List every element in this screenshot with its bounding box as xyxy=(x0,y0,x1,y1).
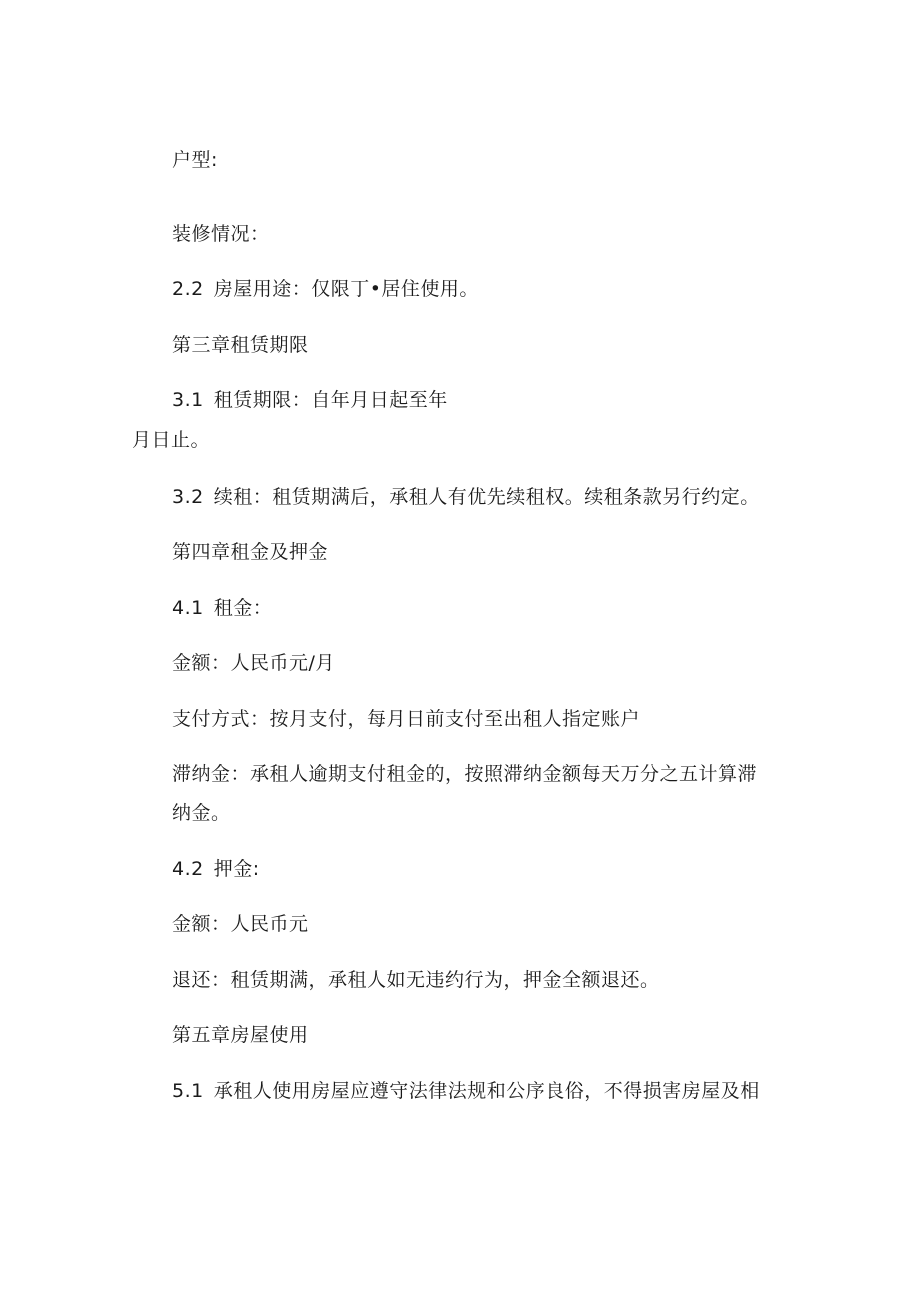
line-text: 租金： xyxy=(213,597,273,619)
late-fee-line-continued xyxy=(172,801,231,825)
chapter-3-heading xyxy=(172,333,309,357)
chapter-4-heading xyxy=(172,540,328,564)
line-text: 支付方式：按月支付，每月日前支付至出租人指定账户 xyxy=(172,708,641,730)
clause-3-1-continued xyxy=(132,428,210,452)
line-text: 户型: xyxy=(172,149,218,171)
line-text: 装修情况： xyxy=(172,223,270,245)
clause-number: 4.2 xyxy=(172,858,204,880)
clause-2-2 xyxy=(172,277,479,301)
clause-3-1 xyxy=(172,388,448,412)
line-text: 第三章租赁期限 xyxy=(172,334,309,356)
clause-5-1 xyxy=(172,1079,760,1103)
line-text: 退还：租赁期满，承租人如无违约行为，押金全额退还。 xyxy=(172,969,660,991)
line-text: 第五章房屋使用 xyxy=(172,1024,309,1046)
line-text: 金额：人民币元 xyxy=(172,913,309,935)
line-text: 滞纳金：承租人逾期支付租金的，按照滞纳金额每天万分之五计算滞 xyxy=(172,763,758,785)
line-text: 第四章租金及押金 xyxy=(172,541,329,563)
clause-number: 5.1 xyxy=(172,1080,204,1102)
clause-4-2 xyxy=(172,857,260,881)
clause-number: 3.1 xyxy=(172,389,204,411)
line-text: 承租人使用房屋应遵守法律法规和公序良俗，不得损害房屋及相 xyxy=(213,1080,760,1102)
clause-3-2 xyxy=(172,485,760,509)
line-text: 续租：租赁期满后，承租人有优先续租权。续租条款另行约定。 xyxy=(213,486,760,508)
line-text: 纳金。 xyxy=(172,802,231,824)
chapter-5-heading xyxy=(172,1023,309,1047)
payment-method-line xyxy=(172,707,640,731)
deposit-amount-line xyxy=(172,912,309,936)
decoration-line xyxy=(172,222,270,246)
clause-number: 2.2 xyxy=(172,278,204,300)
line-text: 月日止。 xyxy=(132,429,211,451)
clause-4-1 xyxy=(172,596,272,620)
deposit-refund-line xyxy=(172,968,660,992)
rent-amount-line xyxy=(172,651,335,675)
line-text: 押金: xyxy=(213,858,260,880)
late-fee-line xyxy=(172,762,757,786)
line-text: 房屋用途：仅限丁•居住使用。 xyxy=(213,278,479,300)
line-text: 租赁期限：自年月日起至年 xyxy=(213,389,448,411)
clause-number: 4.1 xyxy=(172,597,204,619)
line-text: 金额：人民币元/月 xyxy=(172,652,335,674)
house-type-line xyxy=(172,148,218,172)
clause-number: 3.2 xyxy=(172,486,204,508)
